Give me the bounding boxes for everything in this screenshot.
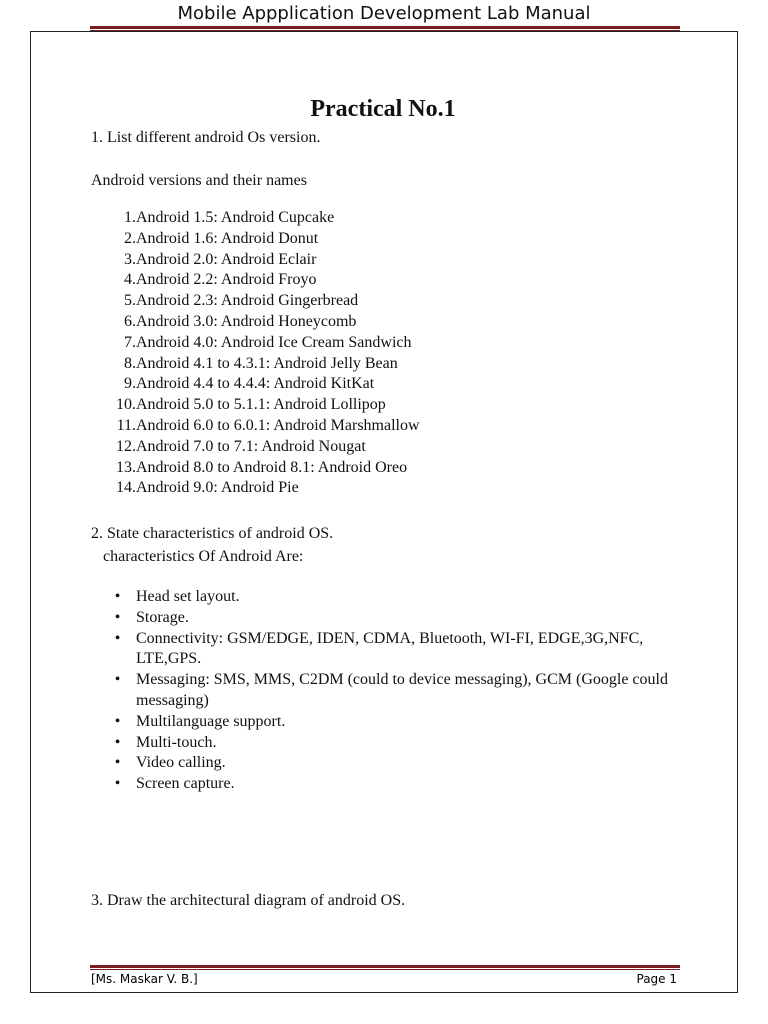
bullet-icon: • [114, 712, 121, 730]
bullet-icon: • [114, 754, 121, 772]
characteristics-intro: characteristics Of Android Are: [103, 548, 304, 565]
list-item: 5. Android 2.3: Android Gingerbread [124, 292, 359, 310]
bullet-icon: • [114, 671, 121, 689]
question-2: 2. State characteristics of android OS. [91, 525, 334, 542]
bullet-icon: • [114, 588, 121, 605]
list-item: • Head set layout. [91, 587, 691, 608]
footer-rule [90, 965, 680, 970]
list-item: 4. Android 2.2: Android Froyo [124, 271, 317, 289]
characteristics-list [91, 587, 691, 795]
list-item: 3. Android 2.0: Android Eclair [124, 250, 317, 268]
list-item: 6. Android 3.0: Android Honeycomb [124, 312, 357, 330]
list-item: 12. Android 7.0 to 7.1: Android Nougat [116, 437, 366, 455]
practical-title: Practical No.1 [310, 96, 456, 122]
list-item: • Screen capture. [91, 774, 691, 795]
question-3: 3. Draw the architectural diagram of android OS. [91, 892, 406, 909]
footer-author: [Ms. Maskar V. B.] [91, 972, 198, 986]
bullet-icon: • [114, 608, 121, 626]
footer-page-number: Page 1 [636, 972, 677, 986]
list-item: • Storage. [91, 608, 691, 629]
versions-list [91, 208, 420, 499]
list-item: • Connectivity: GSM/EDGE, IDEN, CDMA, Bluetooth, WI-FI, EDGE,3G,NFC, LTE,GPS. [91, 629, 691, 671]
list-item: • Multilanguage support. [91, 712, 691, 733]
list-item: 11. Android 6.0 to 6.0.1: Android Marshmallow [116, 416, 420, 434]
list-item: • Multi-touch. [91, 733, 691, 754]
question-1: 1. List different android Os version. [91, 129, 321, 146]
list-item: • Video calling. [91, 753, 691, 774]
list-item: 13. Android 8.0 to Android 8.1: Android Oreo [116, 458, 408, 476]
list-item: 2. Android 1.6: Android Donut [124, 229, 319, 247]
list-item: • Messaging: SMS, MMS, C2DM (could to device messaging), GCM (Google could messaging) [91, 670, 691, 712]
list-item: 10. Android 5.0 to 5.1.1: Android Lollipop [116, 396, 386, 414]
bullet-icon: • [114, 629, 121, 647]
bullet-icon: • [114, 733, 121, 751]
list-item: 1. Android 1.5: Android Cupcake [124, 209, 335, 226]
bullet-icon: • [114, 775, 121, 793]
list-item: 9. Android 4.4 to 4.4.4: Android KitKat [124, 375, 375, 393]
list-item: 8. Android 4.1 to 4.3.1: Android Jelly Bean [124, 354, 398, 372]
list-item: 14. Android 9.0: Android Pie [116, 479, 299, 497]
versions-intro: Android versions and their names [91, 172, 307, 189]
running-header-title: Mobile Appplication Development Lab Manual [177, 3, 591, 24]
list-item: 7. Android 4.0: Android Ice Cream Sandwich [124, 333, 412, 351]
